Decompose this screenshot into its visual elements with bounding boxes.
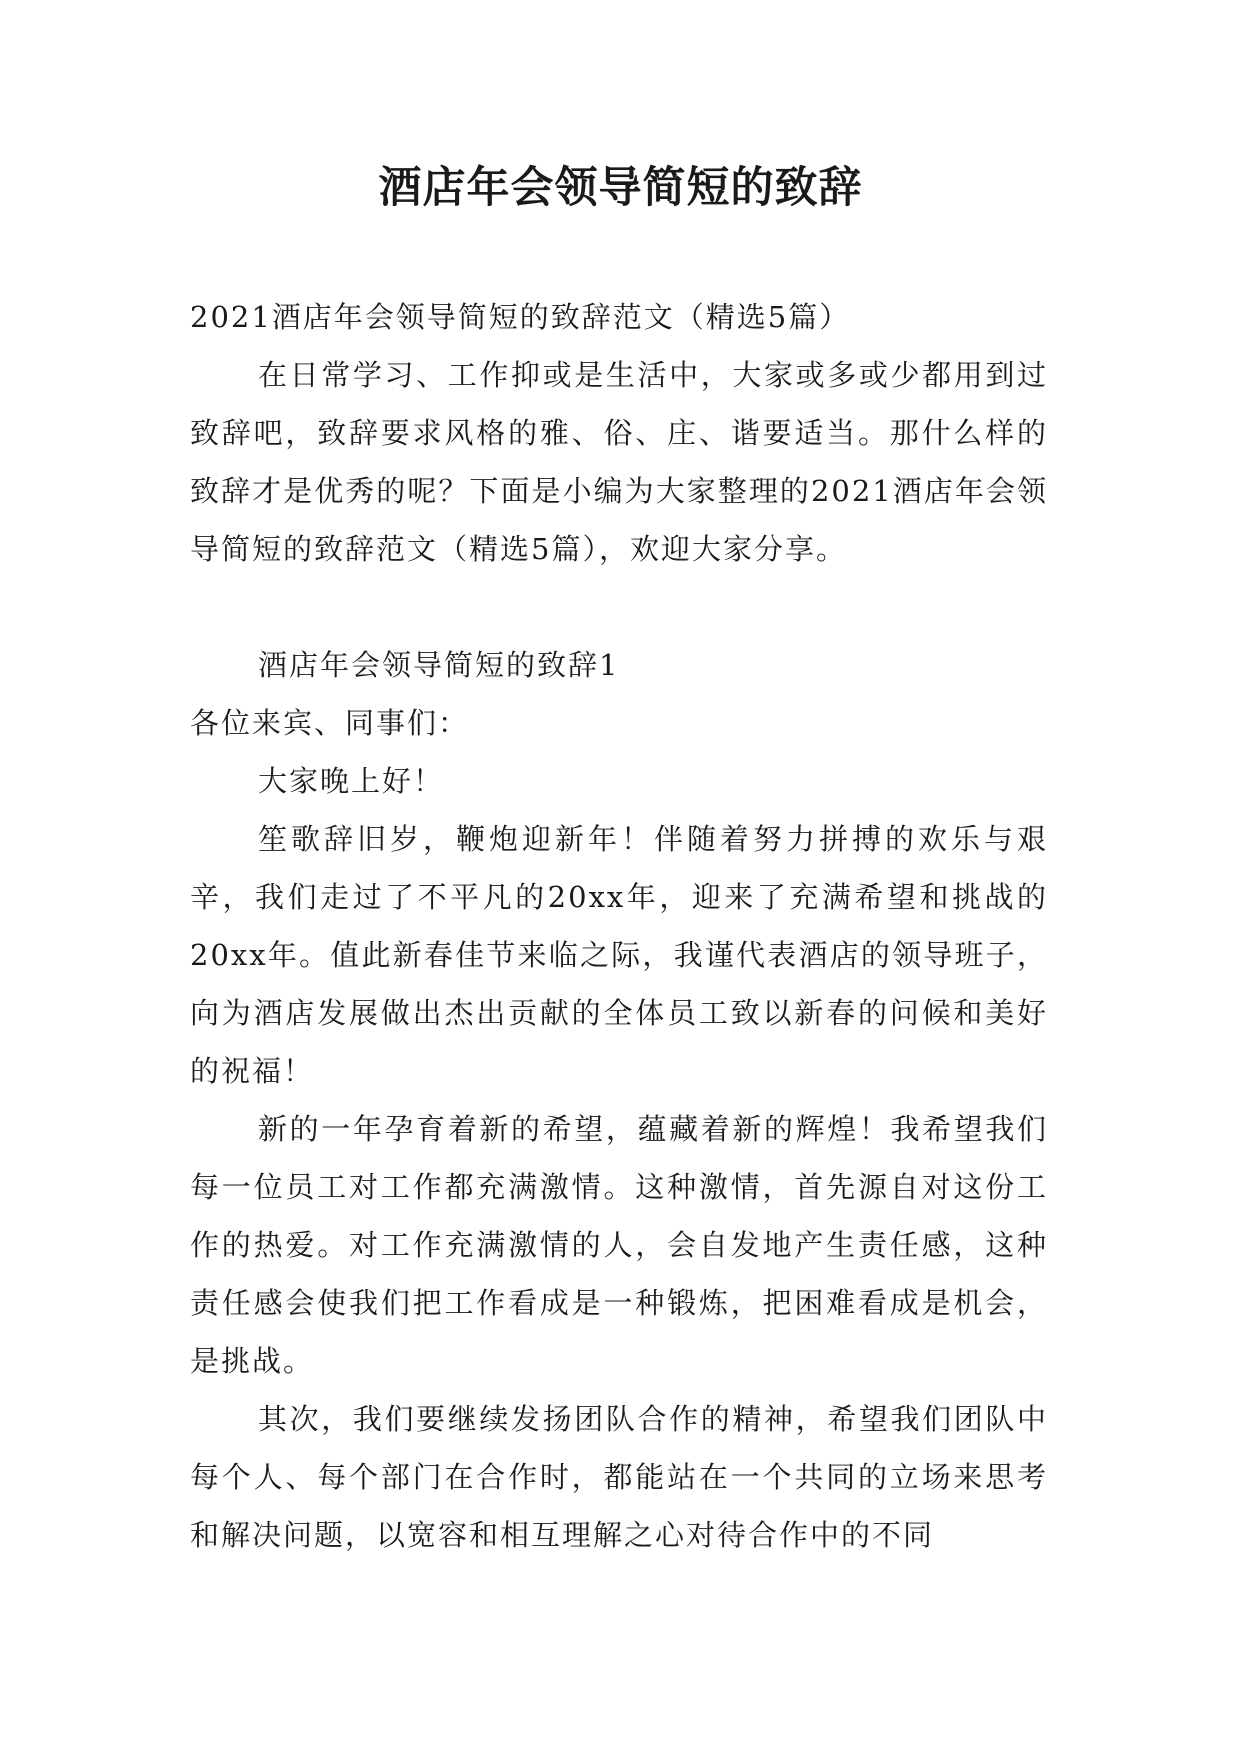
section-spacer [190, 578, 1048, 636]
document-title: 酒店年会领导简短的致辞 [378, 163, 863, 213]
body-paragraph: 笙歌辞旧岁，鞭炮迎新年！伴随着努力拼搏的欢乐与艰辛，我们走过了不平凡的20xx年，迎来了充满希望和挑战的20xx年。值此新春佳节来临之际，我谨代表酒店的领导班子，向为酒店发展做出杰出贡献的全体员工致以新春的问候和美好的祝福！ [190, 822, 1048, 1088]
body-paragraph: 其次，我们要继续发扬团队合作的精神，希望我们团队中每个人、每个部门在合作时，都能站在一个共同的立场来思考和解决问题，以宽容和相互理解之心对待合作中的不同 [190, 1402, 1048, 1552]
intro-paragraph: 在日常学习、工作抑或是生活中，大家或多或少都用到过致辞吧，致辞要求风格的雅、俗、庄、谐要适当。那什么样的致辞才是优秀的呢？下面是小编为大家整理的2021酒店年会领导简短的致辞范文（精选5篇），欢迎大家分享。 [190, 358, 1048, 566]
salutation: 各位来宾、同事们： [190, 706, 470, 740]
document-subtitle: 2021酒店年会领导简短的致辞范文（精选5篇） [190, 300, 851, 334]
document-body [190, 288, 1048, 1564]
section-heading: 酒店年会领导简短的致辞1 [258, 648, 620, 682]
greeting: 大家晚上好！ [258, 764, 445, 798]
body-paragraph: 新的一年孕育着新的希望，蕴藏着新的辉煌！我希望我们每一位员工对工作都充满激情。这种激情，首先源自对这份工作的热爱。对工作充满激情的人，会自发地产生责任感，这种责任感会使我们把工作看成是一种锻炼，把困难看成是机会，是挑战。 [190, 1112, 1048, 1378]
